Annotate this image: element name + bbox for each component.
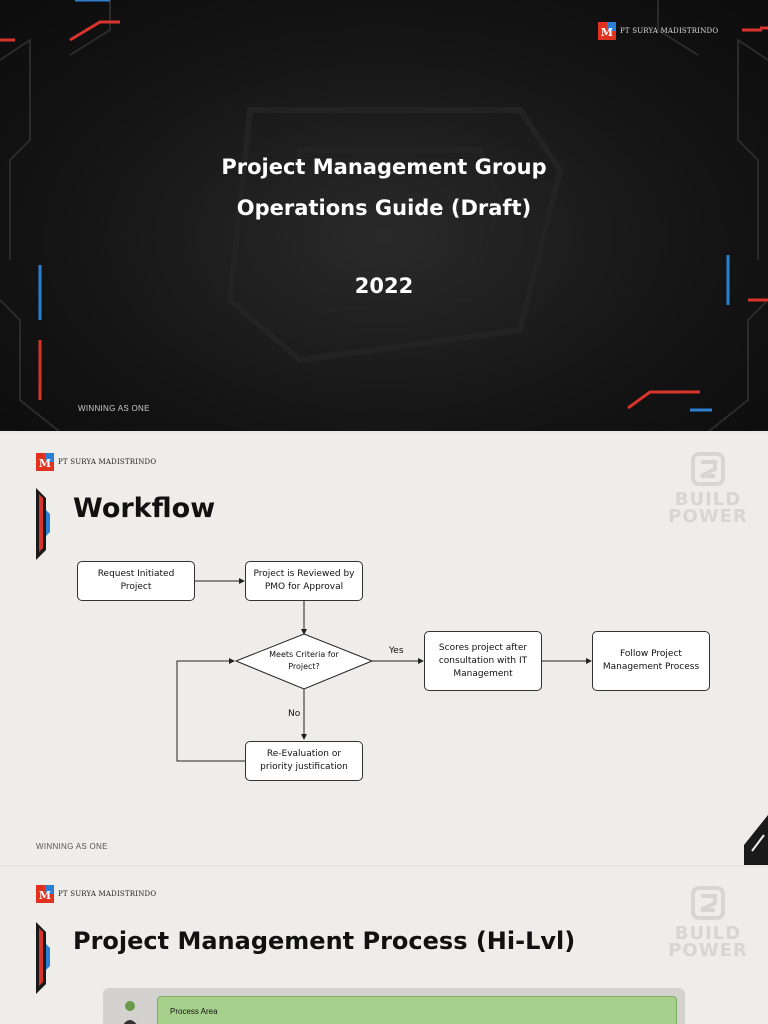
title-slide — [0, 0, 768, 432]
watermark-line2: POWER — [668, 506, 748, 527]
process-area-header — [157, 996, 677, 1024]
process-table — [103, 988, 685, 1024]
logo-mark-icon — [36, 885, 54, 903]
watermark-line1: BUILD — [674, 489, 742, 510]
yes-label: Yes — [389, 646, 404, 656]
flow-node-reviewed: Project is Reviewed by PMO for Approval — [245, 561, 363, 601]
flow-node-request: Request Initiated Project — [77, 561, 195, 601]
heading-accent-bar — [36, 922, 50, 994]
company-logo — [36, 885, 156, 903]
process-area-label: Process Area — [170, 1007, 218, 1016]
watermark-emblem-icon — [690, 885, 726, 921]
company-logo — [598, 22, 718, 40]
flow-node-criteria: Meets Criteria for Project? — [269, 650, 339, 671]
slide-heading: Project Management Process (Hi-Lvl) — [73, 927, 576, 955]
watermark-line2: POWER — [668, 940, 748, 961]
logo-mark-icon — [598, 22, 616, 40]
document-title-line2: Operations Guide (Draft) — [236, 196, 532, 220]
flow-node-reeval: Re-Evaluation or priority justification — [245, 741, 363, 781]
flow-node-follow: Follow Project Management Process — [592, 631, 710, 691]
no-label: No — [288, 709, 301, 719]
flow-node-scores: Scores project after consultation with IT Management — [424, 631, 542, 691]
build-power-watermark — [660, 885, 756, 959]
document-year: 2022 — [354, 274, 414, 298]
document-title-line1: Project Management Group — [221, 155, 547, 179]
workflow-slide — [0, 433, 768, 865]
logo-text: PT SURYA MADISTRINDO — [58, 458, 157, 466]
slide-heading: Workflow — [73, 493, 216, 524]
logo-text: PT SURYA MADISTRINDO — [58, 890, 157, 898]
svg-text:M: M — [38, 457, 52, 470]
logo-text: PT SURYA MADISTRINDO — [620, 27, 719, 35]
process-slide — [0, 867, 768, 1024]
tagline: WINNING AS ONE — [36, 842, 108, 851]
person-icon — [117, 998, 147, 1024]
watermark-line1: BUILD — [674, 923, 742, 944]
svg-text:M: M — [600, 26, 614, 39]
corner-decoration — [744, 815, 768, 865]
tagline: WINNING AS ONE — [78, 404, 150, 413]
svg-text:M: M — [38, 889, 52, 902]
